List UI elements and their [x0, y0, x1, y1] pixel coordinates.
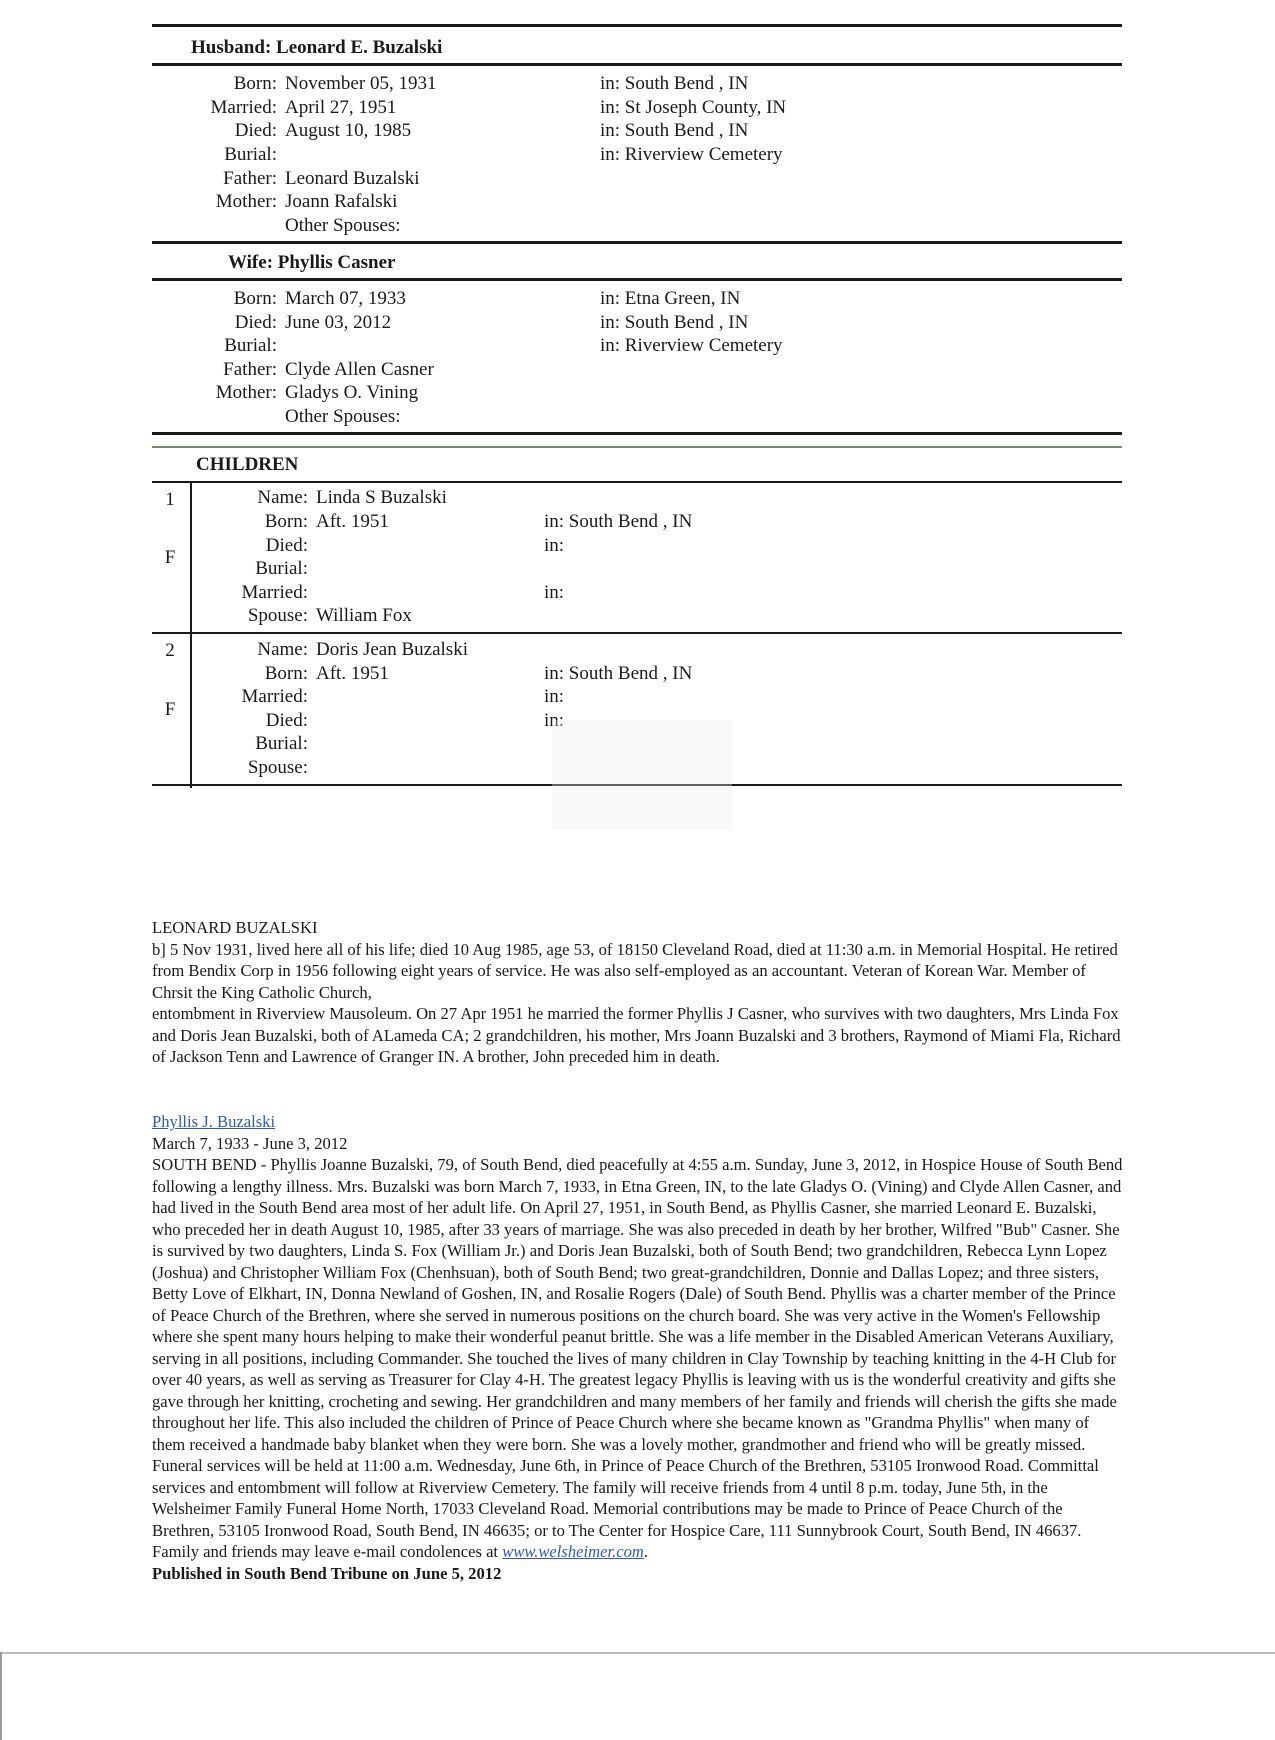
- child-1-married-place: in:: [544, 582, 565, 603]
- children-heading: CHILDREN: [196, 454, 299, 475]
- children-index-divider: [190, 482, 192, 788]
- obituary-phyllis-title-link[interactable]: Phyllis J. Buzalski: [152, 1112, 276, 1131]
- husband-born-place: in: South Bend , IN: [600, 73, 749, 94]
- wife-father-value: Clyde Allen Casner: [285, 359, 434, 380]
- husband-name: Leonard E. Buzalski: [276, 37, 443, 58]
- wife-heading: [228, 252, 395, 274]
- child-1-number: 1: [165, 489, 175, 510]
- husband-married-label: Married:: [210, 97, 277, 118]
- child-1-spouse-label: Spouse:: [247, 605, 308, 626]
- children-top-rule: [152, 432, 1122, 435]
- husband-mother-value: Joann Rafalski: [285, 191, 398, 212]
- child-1-married-label: Married:: [241, 582, 308, 603]
- child-2-sex: F: [164, 699, 176, 720]
- wife-header-rule: [152, 278, 1122, 281]
- wife-born-value: March 07, 1933: [285, 288, 406, 309]
- husband-top-rule: [152, 24, 1122, 27]
- husband-father-value: Leonard Buzalski: [285, 168, 420, 189]
- husband-heading: [191, 37, 442, 59]
- child-2-spouse-label: Spouse:: [247, 757, 308, 778]
- child-1-born-value: Aft. 1951: [316, 511, 389, 532]
- obituary-leonard-body-2: entombment in Riverview Mausoleum. On 27 Apr 1951 he married the former Phyllis J Casner, who survives with two daughters, Mrs Linda Fox and Doris Jean Buzalski, both of ALameda CA; 2 grandchildren, his mother, Mrs Joann Buzalski and 3 brothers, Raymond of Miami Fla, Richard of Jackson Tenn and Lawrence of Granger IN. A brother, John preceded him in death.: [152, 1004, 1121, 1066]
- child-2-name-label: Name:: [257, 639, 308, 660]
- wife-born-label: Born:: [233, 288, 277, 309]
- obituary-leonard: [152, 917, 1124, 1068]
- child-1-name-label: Name:: [257, 487, 308, 508]
- child-1-born-place: in: South Bend , IN: [544, 511, 693, 532]
- husband-born-label: Born:: [233, 73, 277, 94]
- child-1-sex: F: [164, 547, 176, 568]
- wife-name: Phyllis Casner: [277, 252, 396, 273]
- child-divider-rule: [152, 632, 1122, 634]
- wife-died-place: in: South Bend , IN: [600, 312, 749, 333]
- wife-other-spouses: Other Spouses:: [285, 406, 401, 427]
- husband-married-value: April 27, 1951: [285, 97, 397, 118]
- wife-burial-label: Burial:: [224, 335, 277, 356]
- husband-header-rule: [152, 63, 1122, 66]
- husband-died-value: August 10, 1985: [285, 120, 412, 141]
- husband-burial-place: in: Riverview Cemetery: [600, 144, 783, 165]
- wife-mother-value: Gladys O. Vining: [285, 382, 419, 403]
- child-2-died-place: in:: [544, 710, 565, 731]
- husband-father-label: Father:: [223, 168, 277, 189]
- child-2-burial-label: Burial:: [255, 733, 308, 754]
- wife-burial-place: in: Riverview Cemetery: [600, 335, 783, 356]
- child-1-born-label: Born:: [264, 511, 308, 532]
- obituary-leonard-body-1: b] 5 Nov 1931, lived here all of his life; died 10 Aug 1985, age 53, of 18150 Cleveland Road, died at 11:30 a.m. in Memorial Hospital. He retired from Bendix Corp in 1956 following eight years of service. He was also self-employed as an accountant. Veteran of Korean War. Member of Chrsit the King Catholic Church,: [152, 939, 1118, 1002]
- child-1-spouse-value: William Fox: [316, 605, 412, 626]
- wife-mother-label: Mother:: [215, 382, 277, 403]
- wife-died-label: Died:: [234, 312, 277, 333]
- obituary-phyllis-body-paragraph: [152, 1154, 1124, 1563]
- child-2-name-value: Doris Jean Buzalski: [316, 639, 468, 660]
- child-1-burial-label: Burial:: [255, 558, 308, 579]
- scan-edge-line: [0, 1652, 1275, 1654]
- husband-born-value: November 05, 1931: [285, 73, 437, 94]
- obituary-leonard-title: LEONARD BUZALSKI: [152, 918, 318, 937]
- welsheimer-link[interactable]: www.welsheimer.com: [502, 1542, 644, 1561]
- child-2-born-value: Aft. 1951: [316, 663, 389, 684]
- wife-heading-label: Wife:: [228, 252, 274, 273]
- husband-heading-label: Husband:: [191, 37, 272, 58]
- child-1-name-value: Linda S Buzalski: [316, 487, 447, 508]
- obituary-phyllis: [152, 1111, 1124, 1584]
- child-2-died-label: Died:: [265, 710, 308, 731]
- husband-burial-label: Burial:: [224, 144, 277, 165]
- wife-born-place: in: Etna Green, IN: [600, 288, 741, 309]
- child-2-born-label: Born:: [264, 663, 308, 684]
- child-2-married-place: in:: [544, 686, 565, 707]
- obituary-phyllis-published: Published in South Bend Tribune on June 5, 2012: [152, 1563, 502, 1583]
- husband-died-place: in: South Bend , IN: [600, 120, 749, 141]
- child-2-born-place: in: South Bend , IN: [544, 663, 693, 684]
- children-header-rule: [152, 481, 1122, 483]
- wife-father-label: Father:: [223, 359, 277, 380]
- children-top-rule-2: [152, 446, 1122, 448]
- husband-married-place: in: St Joseph County, IN: [600, 97, 787, 118]
- obituary-phyllis-body: SOUTH BEND - Phyllis Joanne Buzalski, 79, of South Bend, died peacefully at 4:55 a.m. Sunday, June 3, 2012, in Hospice House of South Bend following a lengthy illness. Mrs. Buzalski was born March 7, 1933, in Etna Green, IN, to the late Gladys O. (Vining) and Clyde Allen Casner, and had lived in the South Bend area most of her adult life. On April 27, 1951, in South Bend, as Phyllis Casner, she married Leonard E. Buzalski, who preceded her in death August 10, 1985, after 33 years of marriage. She was also preceded in death by her brother, Wilfred "Bub" Casner. She is survived by two daughters, Linda S. Fox (William Jr.) and Doris Jean Buzalski, both of South Bend; two grandchildren, Rebecca Lynn Lopez (Joshua) and Christopher William Fox (Chenhsuan), both of South Bend; two great-grandchildren, Donnie and Dallas Lopez; and three sisters, Betty Love of Elkhart, IN, Donna Newland of Goshen, IN, and Rosalie Rogers (Dale) of South Bend. Phyllis was a charter member of the Prince of Peace Church of the Brethren, where she served in numerous positions on the church board. She was very active in the Women's Fellowship where she spent many hours helping to make their wonderful peanut brittle. She was a life member in the Disabled American Veterans Auxiliary, serving in all positions, including Commander. She touched the lives of many children in Clay Township by teaching knitting in the 4-H Club for over 40 years, as well as serving as Treasurer for Clay 4-H. The greatest legacy Phyllis is leaving with us is the wonderful creativity and gifts she gave through her knitting, crocheting and sewing. Her grandchildren and many members of her family and friends will cherish the gifts she made throughout her life. This also included the children of Prince of Peace Church where she became known as "Grandma Phyllis" when many of them received a handmade baby blanket when they were born. She was a lovely mother, grandmother and friend who will be greatly missed. Funeral services will be held at 11:00 a.m. Wednesday, June 6th, in Prince of Peace Church of the Brethren, 53105 Ironwood Road. Committal services and entombment will follow at Riverview Cemetery. The family will receive friends from 4 until 8 p.m. today, June 5th, in the Welsheimer Family Funeral Home North, 17033 Cleveland Road. Memorial contributions may be made to Prince of Peace Church of the Brethren, 53105 Ironwood Road, South Bend, IN 46635; or to The Center for Hospice Care, 111 Sunnybrook Court, South Bend, IN 46637. Family and friends may leave e-mail condolences at: [152, 1155, 1123, 1561]
- husband-other-spouses: Other Spouses:: [285, 215, 401, 236]
- scan-edge-mark: [0, 1652, 2, 1740]
- wife-died-value: June 03, 2012: [285, 312, 392, 333]
- husband-died-label: Died:: [234, 120, 277, 141]
- child-1-died-label: Died:: [265, 535, 308, 556]
- wife-top-rule: [152, 241, 1122, 244]
- child-2-number: 2: [165, 640, 175, 661]
- scan-smudge: [552, 720, 732, 830]
- obituary-phyllis-dates: March 7, 1933 - June 3, 2012: [152, 1133, 348, 1153]
- child-1-died-place: in:: [544, 535, 565, 556]
- child-2-married-label: Married:: [241, 686, 308, 707]
- husband-mother-label: Mother:: [215, 191, 277, 212]
- obituary-phyllis-body-end: .: [643, 1542, 649, 1561]
